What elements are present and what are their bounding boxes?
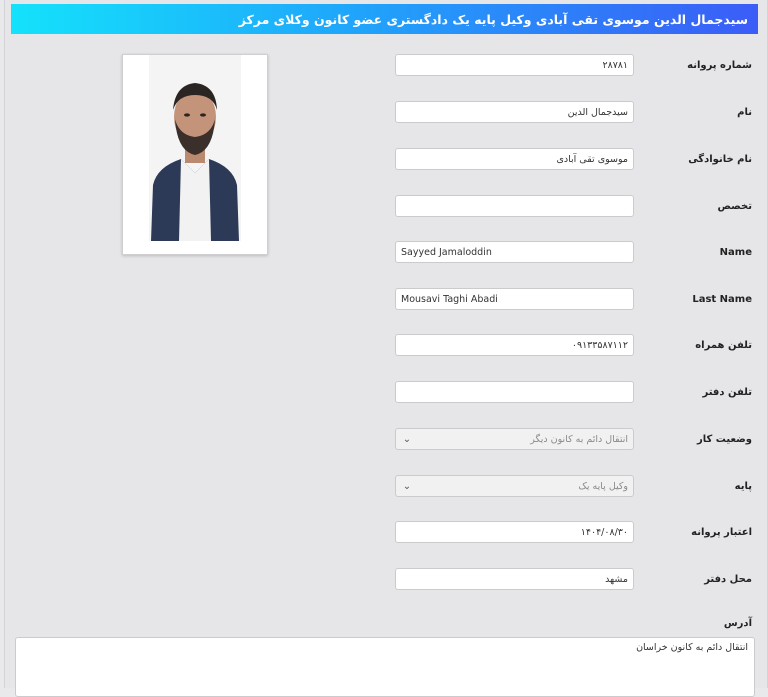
address-label: آدرس	[723, 618, 752, 629]
license-number-label: شماره پروانه	[687, 60, 752, 71]
page-title-text: سیدجمال الدین موسوی تقی آبادی وکیل پایه یک دادگستری عضو کانون وکلای مرکز	[238, 11, 748, 27]
office-phone-label: تلفن دفتر	[702, 387, 752, 398]
last-name-en-value: Mousavi Taghi Abadi	[401, 293, 498, 305]
work-status-label: وضعیت کار	[697, 434, 752, 445]
first-name-fa-value: سیدجمال الدین	[567, 106, 628, 118]
license-number-field[interactable]	[395, 54, 634, 76]
office-location-field[interactable]	[395, 568, 634, 590]
license-validity-value: ۱۴۰۴/۰۸/۳۰	[580, 526, 628, 538]
portrait-image	[123, 55, 267, 254]
name-en-field[interactable]	[395, 241, 634, 263]
grade-label: پایه	[734, 481, 752, 492]
name-en-label: Name	[719, 247, 752, 258]
license-number-value: ۲۸۷۸۱	[602, 59, 628, 71]
license-validity-label: اعتبار پروانه	[691, 527, 752, 538]
address-value: انتقال دائم به کانون خراسان	[636, 642, 748, 653]
office-location-label: محل دفتر	[704, 574, 752, 585]
specialty-label: تخصص	[717, 201, 752, 212]
address-textarea[interactable]	[15, 637, 755, 697]
mobile-label: تلفن همراه	[695, 340, 752, 351]
office-phone-field[interactable]	[395, 381, 634, 403]
license-validity-field[interactable]	[395, 521, 634, 543]
mobile-field[interactable]	[395, 334, 634, 356]
grade-value: وکیل پایه یک	[578, 480, 628, 492]
chevron-down-icon: ⌄	[402, 433, 412, 445]
last-name-en-field[interactable]	[395, 288, 634, 310]
lawyer-photo	[122, 54, 268, 255]
office-location-value: مشهد	[605, 573, 628, 585]
grade-select[interactable]	[395, 475, 634, 497]
last-name-fa-field[interactable]	[395, 148, 634, 170]
name-en-value: Sayyed Jamaloddin	[401, 246, 492, 258]
first-name-fa-field[interactable]	[395, 101, 634, 123]
last-name-fa-value: موسوی تقی آبادی	[556, 153, 628, 165]
work-status-value: انتقال دائم به کانون دیگر	[530, 433, 628, 445]
chevron-down-icon: ⌄	[402, 480, 412, 492]
mobile-value: ۰۹۱۳۳۵۸۷۱۱۲	[571, 339, 628, 351]
work-status-select[interactable]	[395, 428, 634, 450]
last-name-en-label: Last Name	[692, 294, 752, 305]
first-name-fa-label: نام	[737, 107, 752, 118]
page-title	[11, 4, 758, 34]
specialty-field[interactable]	[395, 195, 634, 217]
last-name-fa-label: نام خانوادگی	[688, 154, 752, 165]
